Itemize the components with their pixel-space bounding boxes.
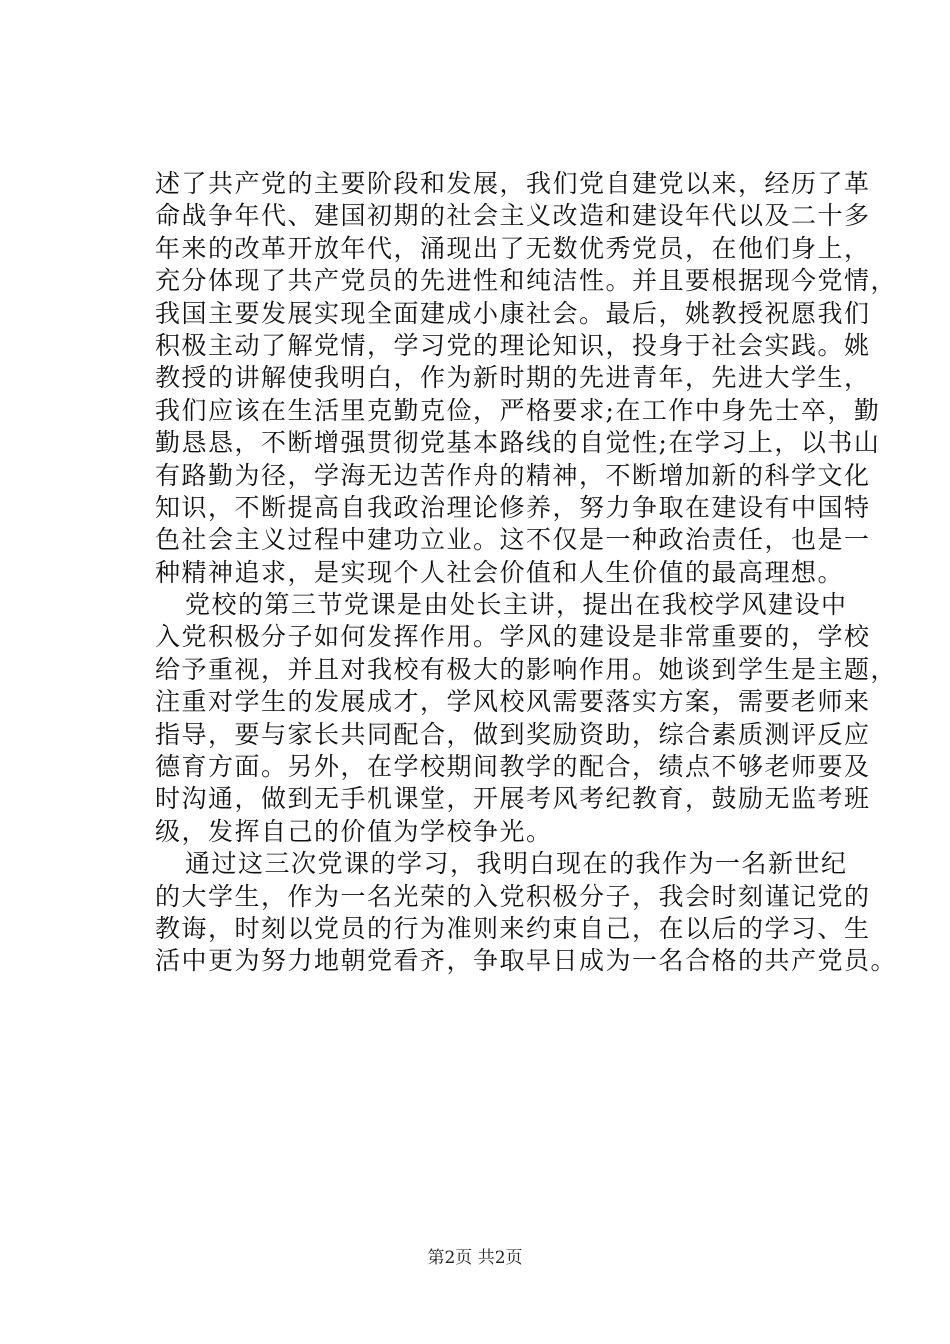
text-line: 充分体现了共产党员的先进性和纯洁性。并且要根据现今党情，	[155, 266, 898, 296]
text-line: 命战争年代、建国初期的社会主义改造和建设年代以及二十多	[155, 201, 871, 231]
paragraph-first-line: 党校的第三节党课是由处长主讲，提出在我校学风建设中	[185, 590, 848, 620]
text-line: 我国主要发展实现全面建成小康社会。最后，姚教授祝愿我们	[155, 298, 871, 328]
document-body	[155, 168, 898, 978]
text-line: 注重对学生的发展成才，学风校风需要落实方案，需要老师来	[155, 687, 871, 717]
text-line: 述了共产党的主要阶段和发展，我们党自建党以来，经历了革	[155, 169, 871, 198]
text-line: 时沟通，做到无手机课堂，开展考风考纪教育，鼓励无监考班	[155, 784, 871, 814]
text-line: 色社会主义过程中建功立业。这不仅是一种政治责任，也是一	[155, 525, 871, 555]
paragraph-first-line: 通过这三次党课的学习，我明白现在的我作为一名新世纪	[185, 849, 848, 879]
text-line: 教诲，时刻以党员的行为准则来约束自己，在以后的学习、生	[155, 913, 871, 943]
text-line: 级，发挥自己的价值为学校争光。	[155, 816, 553, 846]
text-line: 的大学生，作为一名光荣的入党积极分子，我会时刻谨记党的	[155, 881, 871, 911]
text-line: 教授的讲解使我明白，作为新时期的先进青年，先进大学生，	[155, 363, 871, 393]
text-line: 我们应该在生活里克勤克俭，严格要求;在工作中身先士卒，勤	[155, 395, 881, 425]
text-line: 指导，要与家长共同配合，做到奖励资助，综合素质测评反应	[155, 719, 871, 749]
text-line: 知识，不断提高自我政治理论修养，努力争取在建设有中国特	[155, 492, 871, 522]
text-line: 有路勤为径，学海无边苦作舟的精神，不断增加新的科学文化	[155, 460, 871, 490]
text-line: 年来的改革开放年代，涌现出了无数优秀党员，在他们身上，	[155, 233, 871, 263]
text-line: 德育方面。另外，在学校期间教学的配合，绩点不够老师要及	[155, 752, 871, 782]
page-number-footer: 第2页 共2页	[427, 1248, 523, 1268]
text-line: 活中更为努力地朝党看齐，争取早日成为一名合格的共产党员。	[155, 946, 898, 976]
text-line: 入党积极分子如何发挥作用。学风的建设是非常重要的，学校	[155, 622, 871, 652]
text-line: 积极主动了解党情，学习党的理论知识，投身于社会实践。姚	[155, 330, 871, 360]
text-line: 种精神追求，是实现个人社会价值和人生价值的最高理想。	[155, 557, 845, 587]
text-line: 勤恳恳，不断增强贯彻党基本路线的自觉性;在学习上，以书山	[155, 428, 881, 458]
text-line: 给予重视，并且对我校有极大的影响作用。她谈到学生是主题，	[155, 654, 898, 684]
